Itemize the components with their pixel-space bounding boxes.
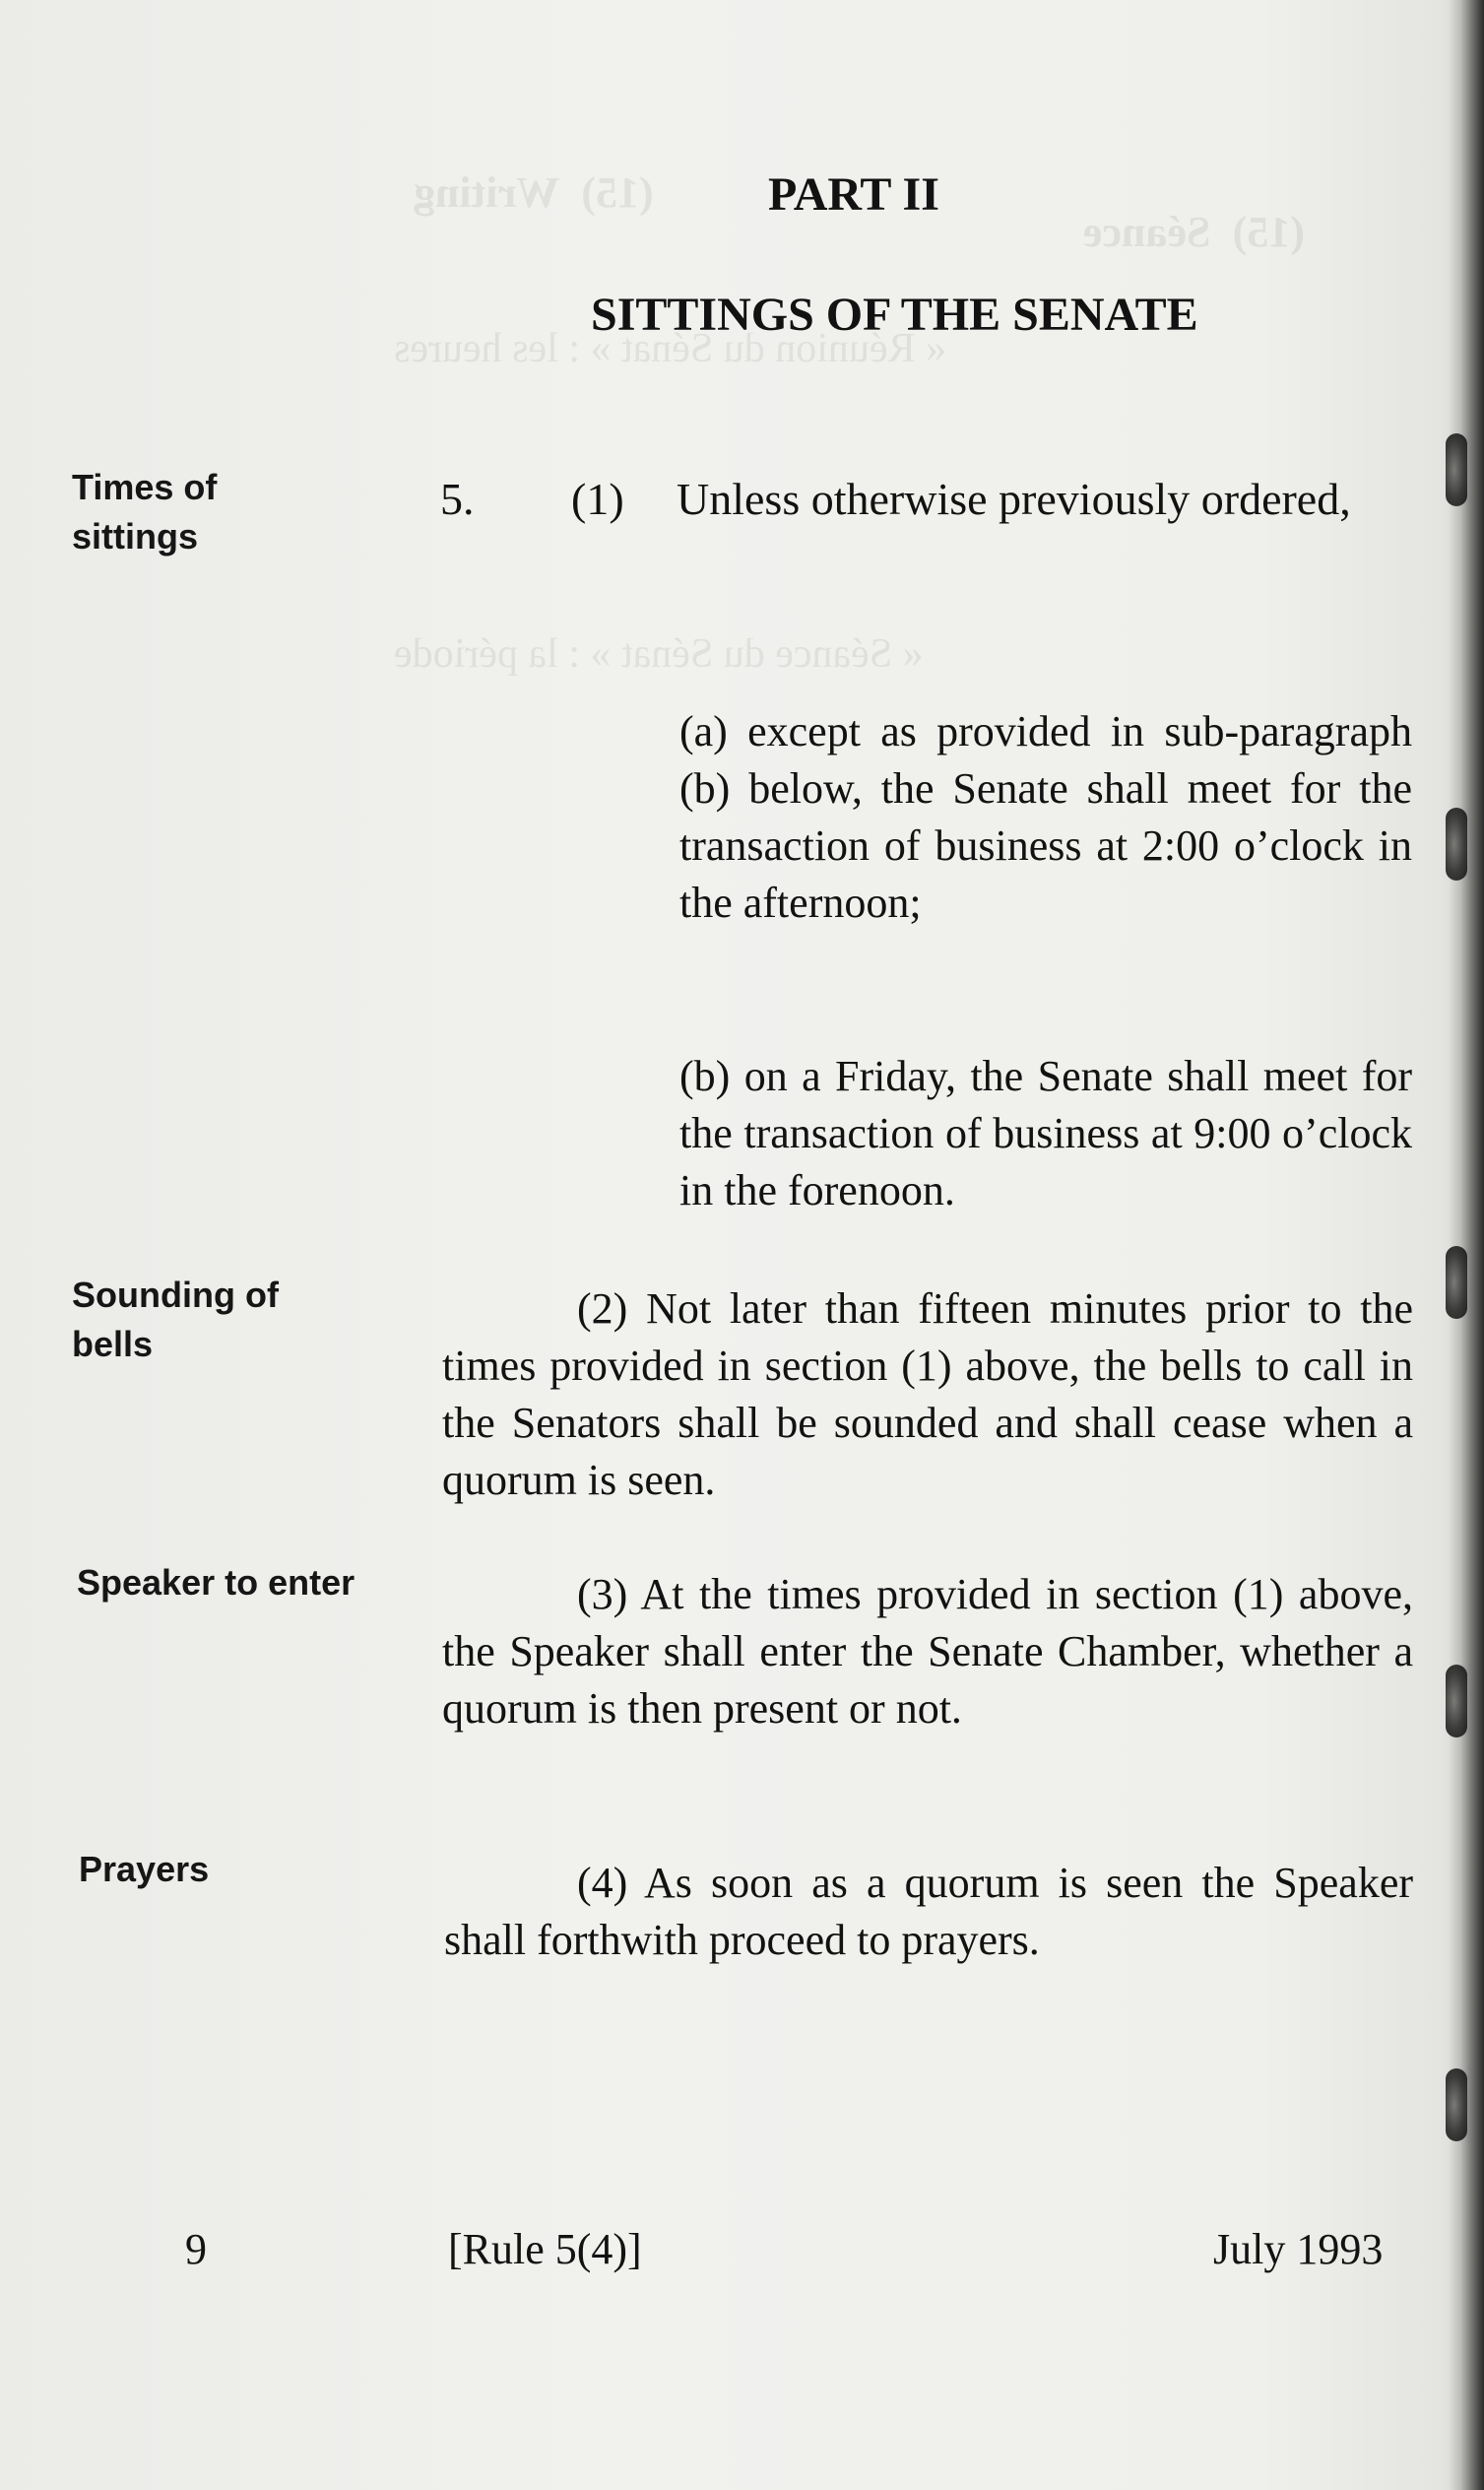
- subsection-1-intro: Unless otherwise previously ordered,: [677, 474, 1351, 524]
- subsection-1-label: (1): [571, 474, 624, 524]
- rule-number: 5.: [440, 474, 475, 524]
- edition-date: July 1993: [1213, 2225, 1384, 2273]
- paragraph-a: (a) except as provided in sub-paragraph (b) below, the Senate shall meet for the transaction of business at 2:00 o’clock in the afternoon;: [679, 707, 1412, 927]
- show-through-ghost: (15) Writing: [414, 168, 654, 217]
- margin-note-times-of-sittings: Times of sittings: [72, 467, 218, 557]
- part-title: PART II: [768, 168, 939, 221]
- page-number: 9: [185, 2225, 207, 2273]
- binder-ring: [1446, 433, 1467, 506]
- show-through-ghost: « Réunion du Sénat » : les heures: [394, 326, 947, 371]
- binder-ring: [1446, 1665, 1467, 1737]
- margin-note-prayers: Prayers: [79, 1849, 210, 1889]
- paragraph-b: (b) on a Friday, the Senate shall meet for the transaction of business at 9:00 o’clock in the forenoon.: [679, 1052, 1412, 1214]
- rule-5-opening-line: [440, 471, 1425, 528]
- binder-ring: [1446, 2068, 1467, 2141]
- section-title: SITTINGS OF THE SENATE: [591, 289, 1198, 341]
- subsection-2: (2) Not later than fifteen minutes prior to the times provided in section (1) above, the bells to call in the Senators shall be sounded and shall cease when a quorum is seen.: [442, 1284, 1413, 1504]
- binder-ring: [1446, 1246, 1467, 1319]
- subsection-4: (4) As soon as a quorum is seen the Speaker shall forthwith proceed to prayers.: [444, 1859, 1413, 1964]
- rule-reference: [Rule 5(4)]: [448, 2225, 642, 2273]
- margin-note-speaker-to-enter: Speaker to enter: [77, 1562, 355, 1603]
- binder-ring: [1446, 808, 1467, 881]
- margin-note-sounding-of-bells: Sounding of bells: [72, 1275, 279, 1364]
- show-through-ghost: (15) Séance: [1083, 208, 1305, 256]
- subsection-3: (3) At the times provided in section (1) above, the Speaker shall enter the Senate Chamber, whether a quorum is then present or not.: [442, 1570, 1413, 1733]
- show-through-ghost: « Séance du Sénat » : la période: [394, 631, 924, 677]
